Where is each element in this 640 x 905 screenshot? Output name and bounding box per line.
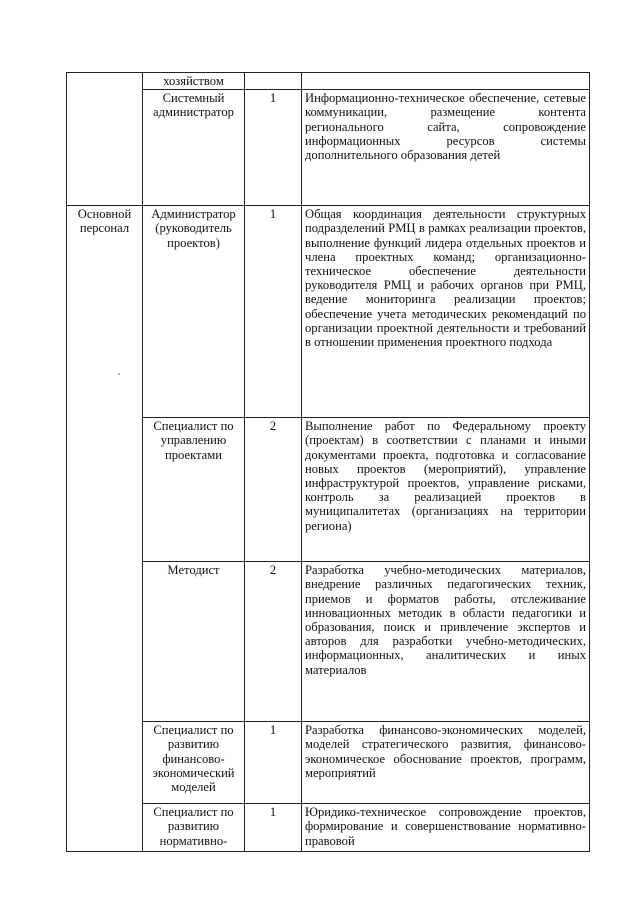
count-cell: 1 bbox=[245, 804, 302, 852]
description-cell bbox=[302, 73, 590, 90]
position-cell: хозяйством bbox=[143, 73, 245, 90]
count-cell: 1 bbox=[245, 206, 302, 418]
description-cell: Общая координация деятельности структурных подразделений РМЦ в рамках реализации проектов, выполнение функций лидера отдельных проектов и члена проектных команд; организационно-техническое обеспечение деятельности руководителя РМЦ и рабочих органов при РМЦ, ведение мониторинга реализации проектов; обеспечение учета методических рекомендаций по организации проектной деятельности и требований в отношении применения проектного подхода bbox=[302, 206, 590, 418]
description-cell: Разработка учебно-методических материалов, внедрение различных педагогических техник, приемов и форматов работы, отслеживание инновационных методик в области педагогики и образования, поиск и привлечение экспертов и авторов для разработки учебно-методических, информационных, аналитических и иных материалов bbox=[302, 562, 590, 722]
category-cell-support bbox=[67, 73, 143, 206]
category-cell-main: Основной персонал bbox=[67, 206, 143, 852]
position-cell: Специалист по развитию нормативно- bbox=[143, 804, 245, 852]
count-cell: 1 bbox=[245, 722, 302, 804]
table-row bbox=[67, 73, 590, 90]
description-cell: Выполнение работ по Федеральному проекту (проектам) в соответствии с планами и иными документами проекта, подготовка и согласование новых проектов (мероприятий), управление инфраструктурой проектов, управление рисками, контроль за реализацией проектов в муниципалитетах (организациях на территории региона) bbox=[302, 418, 590, 562]
description-cell: Информационно-техническое обеспечение, сетевые коммуникации, размещение контента регионального сайта, сопровождение информационных ресурсов системы дополнительного образования детей bbox=[302, 90, 590, 206]
description-cell: Разработка финансово-экономических моделей, моделей стратегического развития, финансово-экономическое обоснование проектов, программ, мероприятий bbox=[302, 722, 590, 804]
table-row bbox=[67, 722, 590, 804]
table-row bbox=[67, 90, 590, 206]
description-cell: Юридико-техническое сопровождение проектов, формирование и совершенствование нормативно-правовой bbox=[302, 804, 590, 852]
scan-speck bbox=[118, 373, 120, 375]
position-cell: Администратор (руководитель проектов) bbox=[143, 206, 245, 418]
count-cell bbox=[245, 73, 302, 90]
position-cell: Специалист по управлению проектами bbox=[143, 418, 245, 562]
position-cell: Методист bbox=[143, 562, 245, 722]
table-row bbox=[67, 206, 590, 418]
count-cell: 2 bbox=[245, 418, 302, 562]
table-row bbox=[67, 418, 590, 562]
table-row bbox=[67, 562, 590, 722]
count-cell: 2 bbox=[245, 562, 302, 722]
table-row bbox=[67, 804, 590, 852]
staff-table bbox=[66, 72, 590, 852]
position-cell bbox=[143, 90, 245, 206]
count-cell: 1 bbox=[245, 90, 302, 206]
position-cell: Специалист по развитию финансово-экономический моделей bbox=[143, 722, 245, 804]
position-text: Системный администратор bbox=[153, 91, 234, 120]
